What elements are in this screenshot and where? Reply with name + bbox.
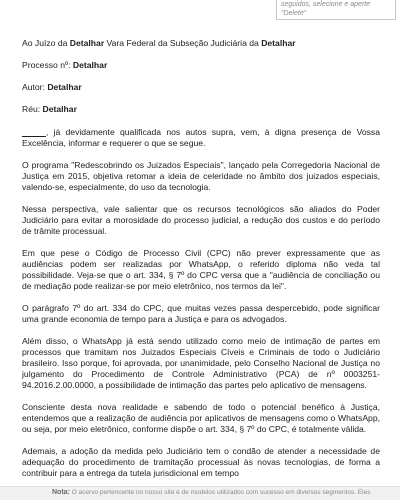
- footer-note: [0, 486, 400, 500]
- petition-document: [22, 38, 380, 490]
- paragraph-4: O parágrafo 7º do art. 334 do CPC, que muitas vezes passa despercebido, pode significar uma grande economia de tempo para a Justiça e para os advogados.: [22, 303, 380, 324]
- court-detail-field: Detalhar: [69, 38, 105, 48]
- court-addressee: Ao Juízo da Detalhar Vara Federal da Subseção Judiciária da Detalhar: [22, 38, 296, 48]
- instruction-note-line1: seguidos, selecione e aperte: [281, 1, 371, 8]
- paragraph-5: Além disso, o WhatsApp já está sendo utilizado como meio de intimação de partes em processos que tramitam nos Juizados Especiais Cíveis e Criminais de todo o Judiciário brasileiro. Isso porque, foi aprovada, por unanimidade, pelo Conselho Nacional de Justiça no julgamento do Procedimento de Controle Administrativo (PCA) de nº 0003251-94.2016.2.00.0000, a possibilidade de intimação das partes pelo aplicativo de mensagens.: [22, 336, 380, 390]
- instruction-note-line2: "Delete": [281, 10, 307, 17]
- instruction-note: [276, 0, 396, 20]
- author-line: Autor: Detalhar: [22, 82, 82, 92]
- defendant-field: Detalhar: [42, 104, 77, 114]
- footer-note-label: Nota:: [52, 489, 70, 496]
- paragraph-2: Nessa perspectiva, vale salientar que os recursos tecnológicos são aliados do Poder Judiciário para evitar a morosidade do processo judicial, a redução dos custos e do período de trâmite processual.: [22, 204, 380, 236]
- paragraph-7: Ademais, a adoção da medida pelo Judiciário tem o condão de atender a necessidade de adequação do procedimento de tramitação processual às novas tecnologias, de forma a contribuir para a entrega da tutela jurisdicional em tempo: [22, 446, 380, 478]
- footer-note-text: O acervo pertencente no nosso site é de modelos utilizados com sucesso em diversos segmentos. Eles: [69, 489, 371, 496]
- court-section-field: Detalhar: [261, 38, 296, 48]
- paragraph-6: Consciente desta nova realidade e sabendo de todo o potencial benéfico à Justiça, entendemos que a realização de audiência por aplicativos de mensagens como o WhatsApp, ou seja, por meio eletrônico, conforme dispõe o art. 334, § 7º do CPC, é totalmente válida.: [22, 402, 380, 434]
- intro-paragraph: _____, já devidamente qualificada nos autos supra, vem, à digna presença de Vossa Excelência, informar e requerer o que se segue.: [22, 127, 380, 148]
- defendant-line: Réu: Detalhar: [22, 104, 77, 114]
- author-field: Detalhar: [47, 82, 82, 92]
- paragraph-1: O programa "Redescobrindo os Juizados Especiais", lançado pela Corregedoria Nacional de Justiça em 2015, objetiva retomar a ideia de celeridade no âmbito dos juizados especiais, valendo-se, especialmente, do uso da tecnologia.: [22, 160, 380, 192]
- paragraph-3: Em que pese o Código de Processo Civil (CPC) não prever expressamente que as audiências podem ser realizadas por WhatsApp, o referido diploma não veda tal possibilidade. Veja-se que o art. 334, § 7º do CPC versa que a "audiência de conciliação ou de mediação pode realizar-se por meio eletrônico, nos termos da lei".: [22, 248, 380, 291]
- process-number: Processo nº: Detalhar: [22, 60, 108, 70]
- party-name-blank: _____: [22, 127, 46, 137]
- process-number-field: Detalhar: [72, 60, 108, 70]
